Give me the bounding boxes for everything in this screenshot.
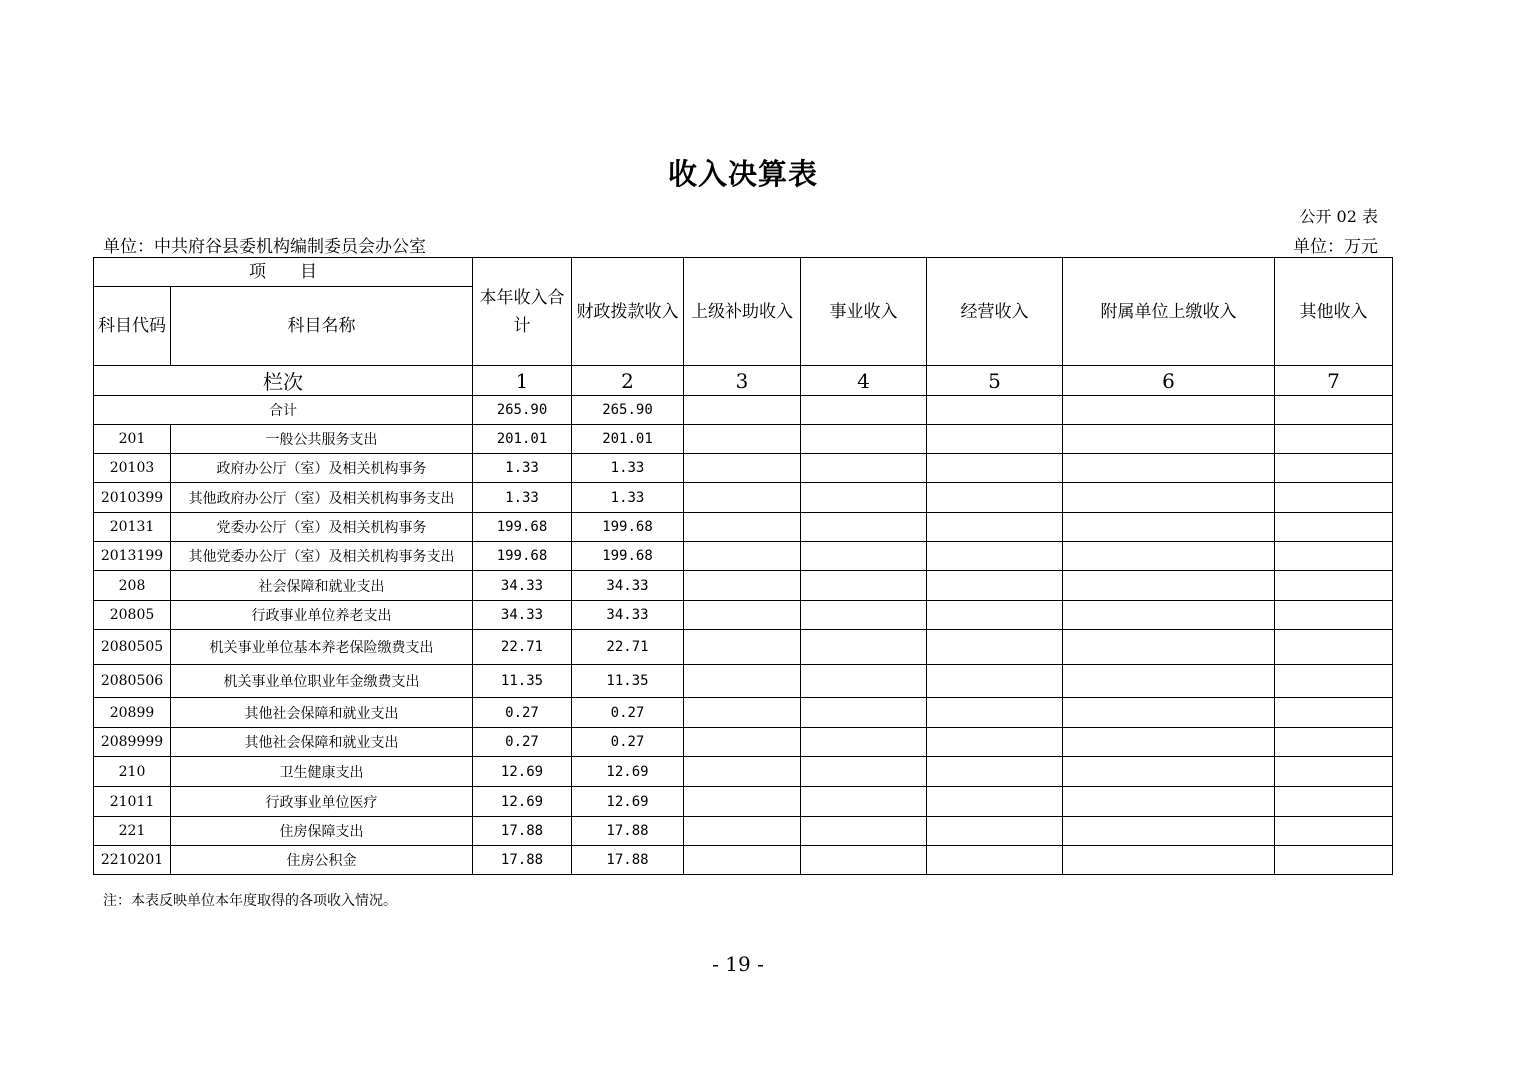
column-number: 7 [1275,366,1393,396]
table-row [94,728,1393,757]
empty-cell [801,846,927,875]
empty-cell [684,817,801,846]
subject-code: 208 [94,571,171,601]
fiscal-income-value: 201.01 [572,425,684,454]
fiscal-income-value: 34.33 [572,601,684,630]
empty-cell [1275,542,1393,571]
table-row [94,513,1393,542]
total-income-value: 1.33 [473,483,572,513]
fiscal-income-value: 199.68 [572,513,684,542]
total-income-value: 199.68 [473,513,572,542]
empty-cell [684,728,801,757]
empty-cell [801,757,927,787]
total-row [94,396,1393,425]
table-row [94,630,1393,665]
subject-name: 机关事业单位职业年金缴费支出 [171,665,473,698]
empty-cell [1275,817,1393,846]
empty-cell [927,630,1063,665]
empty-cell [801,817,927,846]
table-row [94,571,1393,601]
column-number: 4 [801,366,927,396]
empty-cell [1063,483,1275,513]
empty-cell [684,425,801,454]
total-income-value: 34.33 [473,571,572,601]
fiscal-income-value: 1.33 [572,483,684,513]
subject-name: 行政事业单位医疗 [171,787,473,817]
empty-cell [1063,571,1275,601]
fiscal-income-value: 1.33 [572,454,684,483]
fiscal-income-value: 11.35 [572,665,684,698]
empty-cell [1275,601,1393,630]
fiscal-income-value: 12.69 [572,787,684,817]
empty-cell [684,571,801,601]
subject-code: 221 [94,817,171,846]
empty-cell [684,542,801,571]
empty-cell [801,542,927,571]
total-label: 合计 [94,396,473,425]
subject-code: 21011 [94,787,171,817]
table-row [94,665,1393,698]
empty-cell [801,728,927,757]
empty-cell [1275,846,1393,875]
subject-name: 政府办公厅（室）及相关机构事务 [171,454,473,483]
empty-cell [1275,787,1393,817]
empty-cell [1275,571,1393,601]
column-number: 2 [572,366,684,396]
fiscal-income-value: 22.71 [572,630,684,665]
empty-cell [801,601,927,630]
empty-cell [801,483,927,513]
total-income-value: 11.35 [473,665,572,698]
header-business-income: 事业收入 [801,258,927,366]
empty-cell [1275,483,1393,513]
empty-cell [1063,396,1275,425]
total-income-value: 0.27 [473,728,572,757]
empty-cell [1275,513,1393,542]
header-superior-subsidy: 上级补助收入 [684,258,801,366]
empty-cell [684,483,801,513]
fiscal-income-value: 0.27 [572,728,684,757]
subject-name: 行政事业单位养老支出 [171,601,473,630]
subject-code: 20103 [94,454,171,483]
subject-name: 其他党委办公厅（室）及相关机构事务支出 [171,542,473,571]
empty-cell [927,542,1063,571]
empty-cell [1063,698,1275,728]
empty-cell [927,454,1063,483]
column-number: 6 [1063,366,1275,396]
empty-cell [1275,396,1393,425]
table-row [94,787,1393,817]
total-income-value: 199.68 [473,542,572,571]
empty-cell [1275,757,1393,787]
empty-cell [1063,454,1275,483]
empty-cell [1063,630,1275,665]
total-income-value: 12.69 [473,757,572,787]
empty-cell [1275,425,1393,454]
empty-cell [1063,665,1275,698]
column-number: 3 [684,366,801,396]
empty-cell [1063,787,1275,817]
subject-code: 20899 [94,698,171,728]
header-subject-code: 科目代码 [94,287,171,366]
table-row [94,425,1393,454]
footnote: 注：本表反映单位本年度取得的各项收入情况。 [103,893,397,909]
column-number: 1 [473,366,572,396]
empty-cell [684,757,801,787]
table-row [94,601,1393,630]
unit-organization: 单位：中共府谷县委机构编制委员会办公室 [103,237,426,257]
subject-code: 2080505 [94,630,171,665]
header-operating-income: 经营收入 [927,258,1063,366]
empty-cell [1063,728,1275,757]
subject-code: 201 [94,425,171,454]
fiscal-income-value: 0.27 [572,698,684,728]
subject-name: 住房保障支出 [171,817,473,846]
header-subject-name: 科目名称 [171,287,473,366]
form-code: 公开 02 表 [1299,207,1378,226]
empty-cell [801,630,927,665]
empty-cell [927,698,1063,728]
empty-cell [1275,630,1393,665]
subject-name: 住房公积金 [171,846,473,875]
empty-cell [801,425,927,454]
empty-cell [801,396,927,425]
empty-cell [684,601,801,630]
empty-cell [801,698,927,728]
total-income-value: 34.33 [473,601,572,630]
fiscal-income-value: 34.33 [572,571,684,601]
table-row [94,846,1393,875]
subject-name: 一般公共服务支出 [171,425,473,454]
empty-cell [1063,513,1275,542]
total-income-value: 17.88 [473,817,572,846]
empty-cell [684,665,801,698]
table-row [94,483,1393,513]
fiscal-income-value: 12.69 [572,757,684,787]
page-number: - 19 - [712,952,764,976]
header-total-income: 本年收入合计 [473,258,572,366]
table-row [94,454,1393,483]
unit-currency: 单位：万元 [1293,237,1378,257]
total-income-value: 0.27 [473,698,572,728]
empty-cell [1275,728,1393,757]
subject-name: 党委办公厅（室）及相关机构事务 [171,513,473,542]
subject-code: 210 [94,757,171,787]
empty-cell [684,454,801,483]
empty-cell [927,425,1063,454]
header-other-income: 其他收入 [1275,258,1393,366]
empty-cell [684,630,801,665]
empty-cell [801,571,927,601]
header-project: 项 目 [94,258,473,287]
subject-name: 其他社会保障和就业支出 [171,698,473,728]
empty-cell [927,513,1063,542]
total-income-value: 12.69 [473,787,572,817]
subject-code: 20805 [94,601,171,630]
column-number-label: 栏次 [94,366,473,396]
empty-cell [801,513,927,542]
total-income-value: 265.90 [473,396,572,425]
empty-cell [684,396,801,425]
empty-cell [927,396,1063,425]
empty-cell [1275,698,1393,728]
empty-cell [927,728,1063,757]
table-row [94,698,1393,728]
subject-code: 2089999 [94,728,171,757]
subject-code: 2080506 [94,665,171,698]
empty-cell [1063,757,1275,787]
empty-cell [927,665,1063,698]
fiscal-income-value: 17.88 [572,846,684,875]
total-income-value: 1.33 [473,454,572,483]
subject-name: 社会保障和就业支出 [171,571,473,601]
empty-cell [1275,665,1393,698]
subject-name: 其他社会保障和就业支出 [171,728,473,757]
empty-cell [927,571,1063,601]
page-title: 收入决算表 [667,157,818,191]
table-row [94,817,1393,846]
empty-cell [927,483,1063,513]
subject-code: 2210201 [94,846,171,875]
empty-cell [1063,846,1275,875]
header-fiscal-income: 财政拨款收入 [572,258,684,366]
table-row [94,542,1393,571]
fiscal-income-value: 17.88 [572,817,684,846]
subject-name: 其他政府办公厅（室）及相关机构事务支出 [171,483,473,513]
empty-cell [1063,601,1275,630]
empty-cell [927,757,1063,787]
empty-cell [684,846,801,875]
column-number: 5 [927,366,1063,396]
empty-cell [684,698,801,728]
table-row [94,757,1393,787]
empty-cell [801,665,927,698]
empty-cell [684,787,801,817]
subject-code: 2010399 [94,483,171,513]
income-statement-table [93,257,1393,875]
fiscal-income-value: 199.68 [572,542,684,571]
subject-name: 卫生健康支出 [171,757,473,787]
fiscal-income-value: 265.90 [572,396,684,425]
empty-cell [684,513,801,542]
empty-cell [801,454,927,483]
empty-cell [1063,425,1275,454]
empty-cell [801,787,927,817]
empty-cell [1275,454,1393,483]
total-income-value: 22.71 [473,630,572,665]
header-affiliated-income: 附属单位上缴收入 [1063,258,1275,366]
total-income-value: 17.88 [473,846,572,875]
empty-cell [927,817,1063,846]
subject-name: 机关事业单位基本养老保险缴费支出 [171,630,473,665]
empty-cell [1063,542,1275,571]
empty-cell [927,787,1063,817]
subject-code: 2013199 [94,542,171,571]
subject-code: 20131 [94,513,171,542]
empty-cell [1063,817,1275,846]
empty-cell [927,846,1063,875]
total-income-value: 201.01 [473,425,572,454]
empty-cell [927,601,1063,630]
